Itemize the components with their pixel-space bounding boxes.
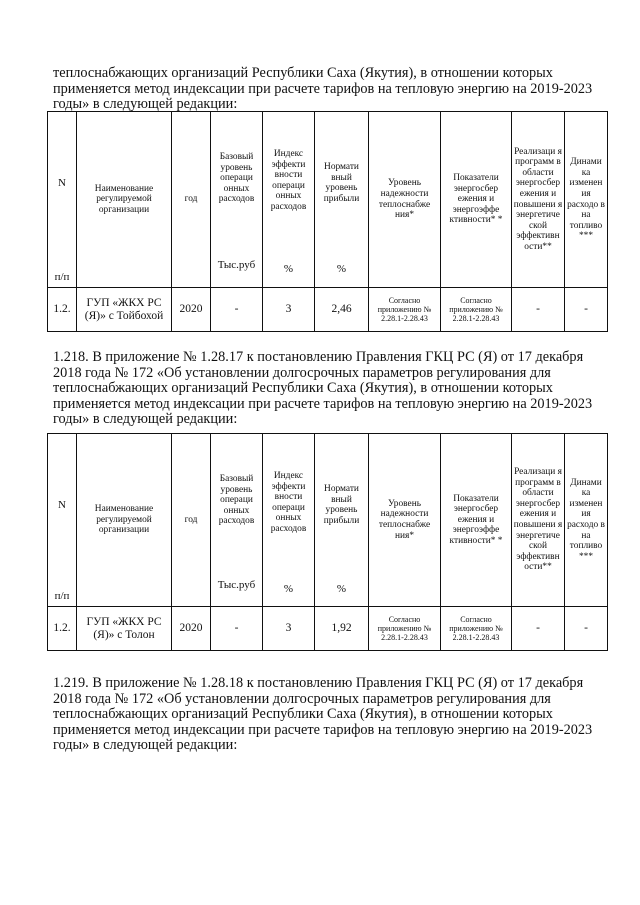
header-n: N п/п [48,112,77,288]
cell-energy: Согласно приложению № 2.28.1-2.28.43 [441,607,512,651]
header-index: Индекс эффекти вности операци онных расходов % [263,434,315,607]
header-row [48,434,608,607]
table-row [48,288,608,332]
unit-percent: % [336,583,347,595]
cell-index: 3 [263,288,315,332]
text-line: 2018 года № 172 «Об установлении долгосрочных параметров регулирования для [53,690,551,707]
header-programs: Реализаци я программ в области энергосбер ежения и повышени я энергетиче ской эффективн ости** [512,112,565,288]
cell-reliability: Согласно приложению № 2.28.1-2.28.43 [369,607,441,651]
cell-year: 2020 [172,607,211,651]
cell-base: - [211,607,263,651]
header-row [48,112,608,288]
cell-norm: 2,46 [315,288,369,332]
header-year: год [172,434,211,607]
text-line: 1.219. В приложение № 1.28.18 к постановлению Правления ГКЦ РС (Я) от 17 декабря [53,675,584,691]
header-base: Базовый уровень операци онных расходов Тыс.руб [211,112,263,288]
cell-org-name: ГУП «ЖКХ РС (Я)» с Толон [77,607,172,651]
cell-programs: - [512,288,565,332]
text-line: годы» в следующей редакции: [53,737,238,753]
text-line: применяется метод индексации при расчете тарифов на тепловую энергию на 2019-2023 [53,721,593,738]
paragraph-1-219 [53,676,613,754]
tariff-table-2 [47,433,608,651]
header-energy: Показатели энергосбер ежения и энергоэффе ктивности* * [441,434,512,607]
table-row [48,607,608,651]
cell-programs: - [512,607,565,651]
cell-n: 1.2. [48,288,77,332]
header-dynamics: Динами ка изменен ия расходо в на топливо *** [565,434,608,607]
text-line: применяется метод индексации при расчете тарифов на тепловую энергию на 2019-2023 [53,395,593,412]
header-pp: п/п [54,590,70,602]
text-line: годы» в следующей редакции: [53,411,238,427]
text-line: теплоснабжающих организаций Республики Саха (Якутия), в отношении которых [53,706,553,722]
cell-norm: 1,92 [315,607,369,651]
unit-percent: % [283,583,294,595]
text-line: применяется метод индексации при расчете тарифов на тепловую энергию на 2019-2023 [53,80,593,97]
cell-energy: Согласно приложению № 2.28.1-2.28.43 [441,288,512,332]
header-pp: п/п [54,271,70,283]
cell-dynamics: - [565,288,608,332]
cell-reliability: Согласно приложению № 2.28.1-2.28.43 [369,288,441,332]
cell-index: 3 [263,607,315,651]
text-line: 2018 года № 172 «Об установлении долгосрочных параметров регулирования для [53,364,551,381]
header-name: Наименование регулируемой организации [77,434,172,607]
header-norm: Нормати вный уровень прибыли % [315,434,369,607]
header-programs: Реализаци я программ в области энергосбер ежения и повышени я энергетиче ской эффективн ости** [512,434,565,607]
text-line: теплоснабжающих организаций Республики Саха (Якутия), в отношении которых [53,65,553,81]
cell-base: - [211,288,263,332]
header-reliability: Уровень надежности теплоснабже ния* [369,112,441,288]
unit-percent: % [336,263,347,275]
text-line: теплоснабжающих организаций Республики Саха (Якутия), в отношении которых [53,380,553,396]
header-n: N п/п [48,434,77,607]
header-year: год [172,112,211,288]
header-norm: Нормати вный уровень прибыли % [315,112,369,288]
paragraph-1-218 [53,350,613,428]
text-line: 1.218. В приложение № 1.28.17 к постановлению Правления ГКЦ РС (Я) от 17 декабря [53,349,584,365]
header-reliability: Уровень надежности теплоснабже ния* [369,434,441,607]
cell-n: 1.2. [48,607,77,651]
cell-org-name: ГУП «ЖКХ РС (Я)» с Тойбохой [77,288,172,332]
unit-thousand-rub: Тыс.руб [217,259,256,271]
cell-dynamics: - [565,607,608,651]
tariff-table-1 [47,111,608,332]
paragraph-intro [53,66,613,113]
cell-year: 2020 [172,288,211,332]
header-base: Базовый уровень операци онных расходов Тыс.руб [211,434,263,607]
header-name: Наименование регулируемой организации [77,112,172,288]
header-dynamics: Динами ка изменен ия расходо в на топливо *** [565,112,608,288]
text-line: годы» в следующей редакции: [53,96,238,112]
unit-percent: % [283,263,294,275]
header-index: Индекс эффекти вности операци онных расходов % [263,112,315,288]
header-energy: Показатели энергосбер ежения и энергоэффе ктивности* * [441,112,512,288]
unit-thousand-rub: Тыс.руб [217,579,256,591]
